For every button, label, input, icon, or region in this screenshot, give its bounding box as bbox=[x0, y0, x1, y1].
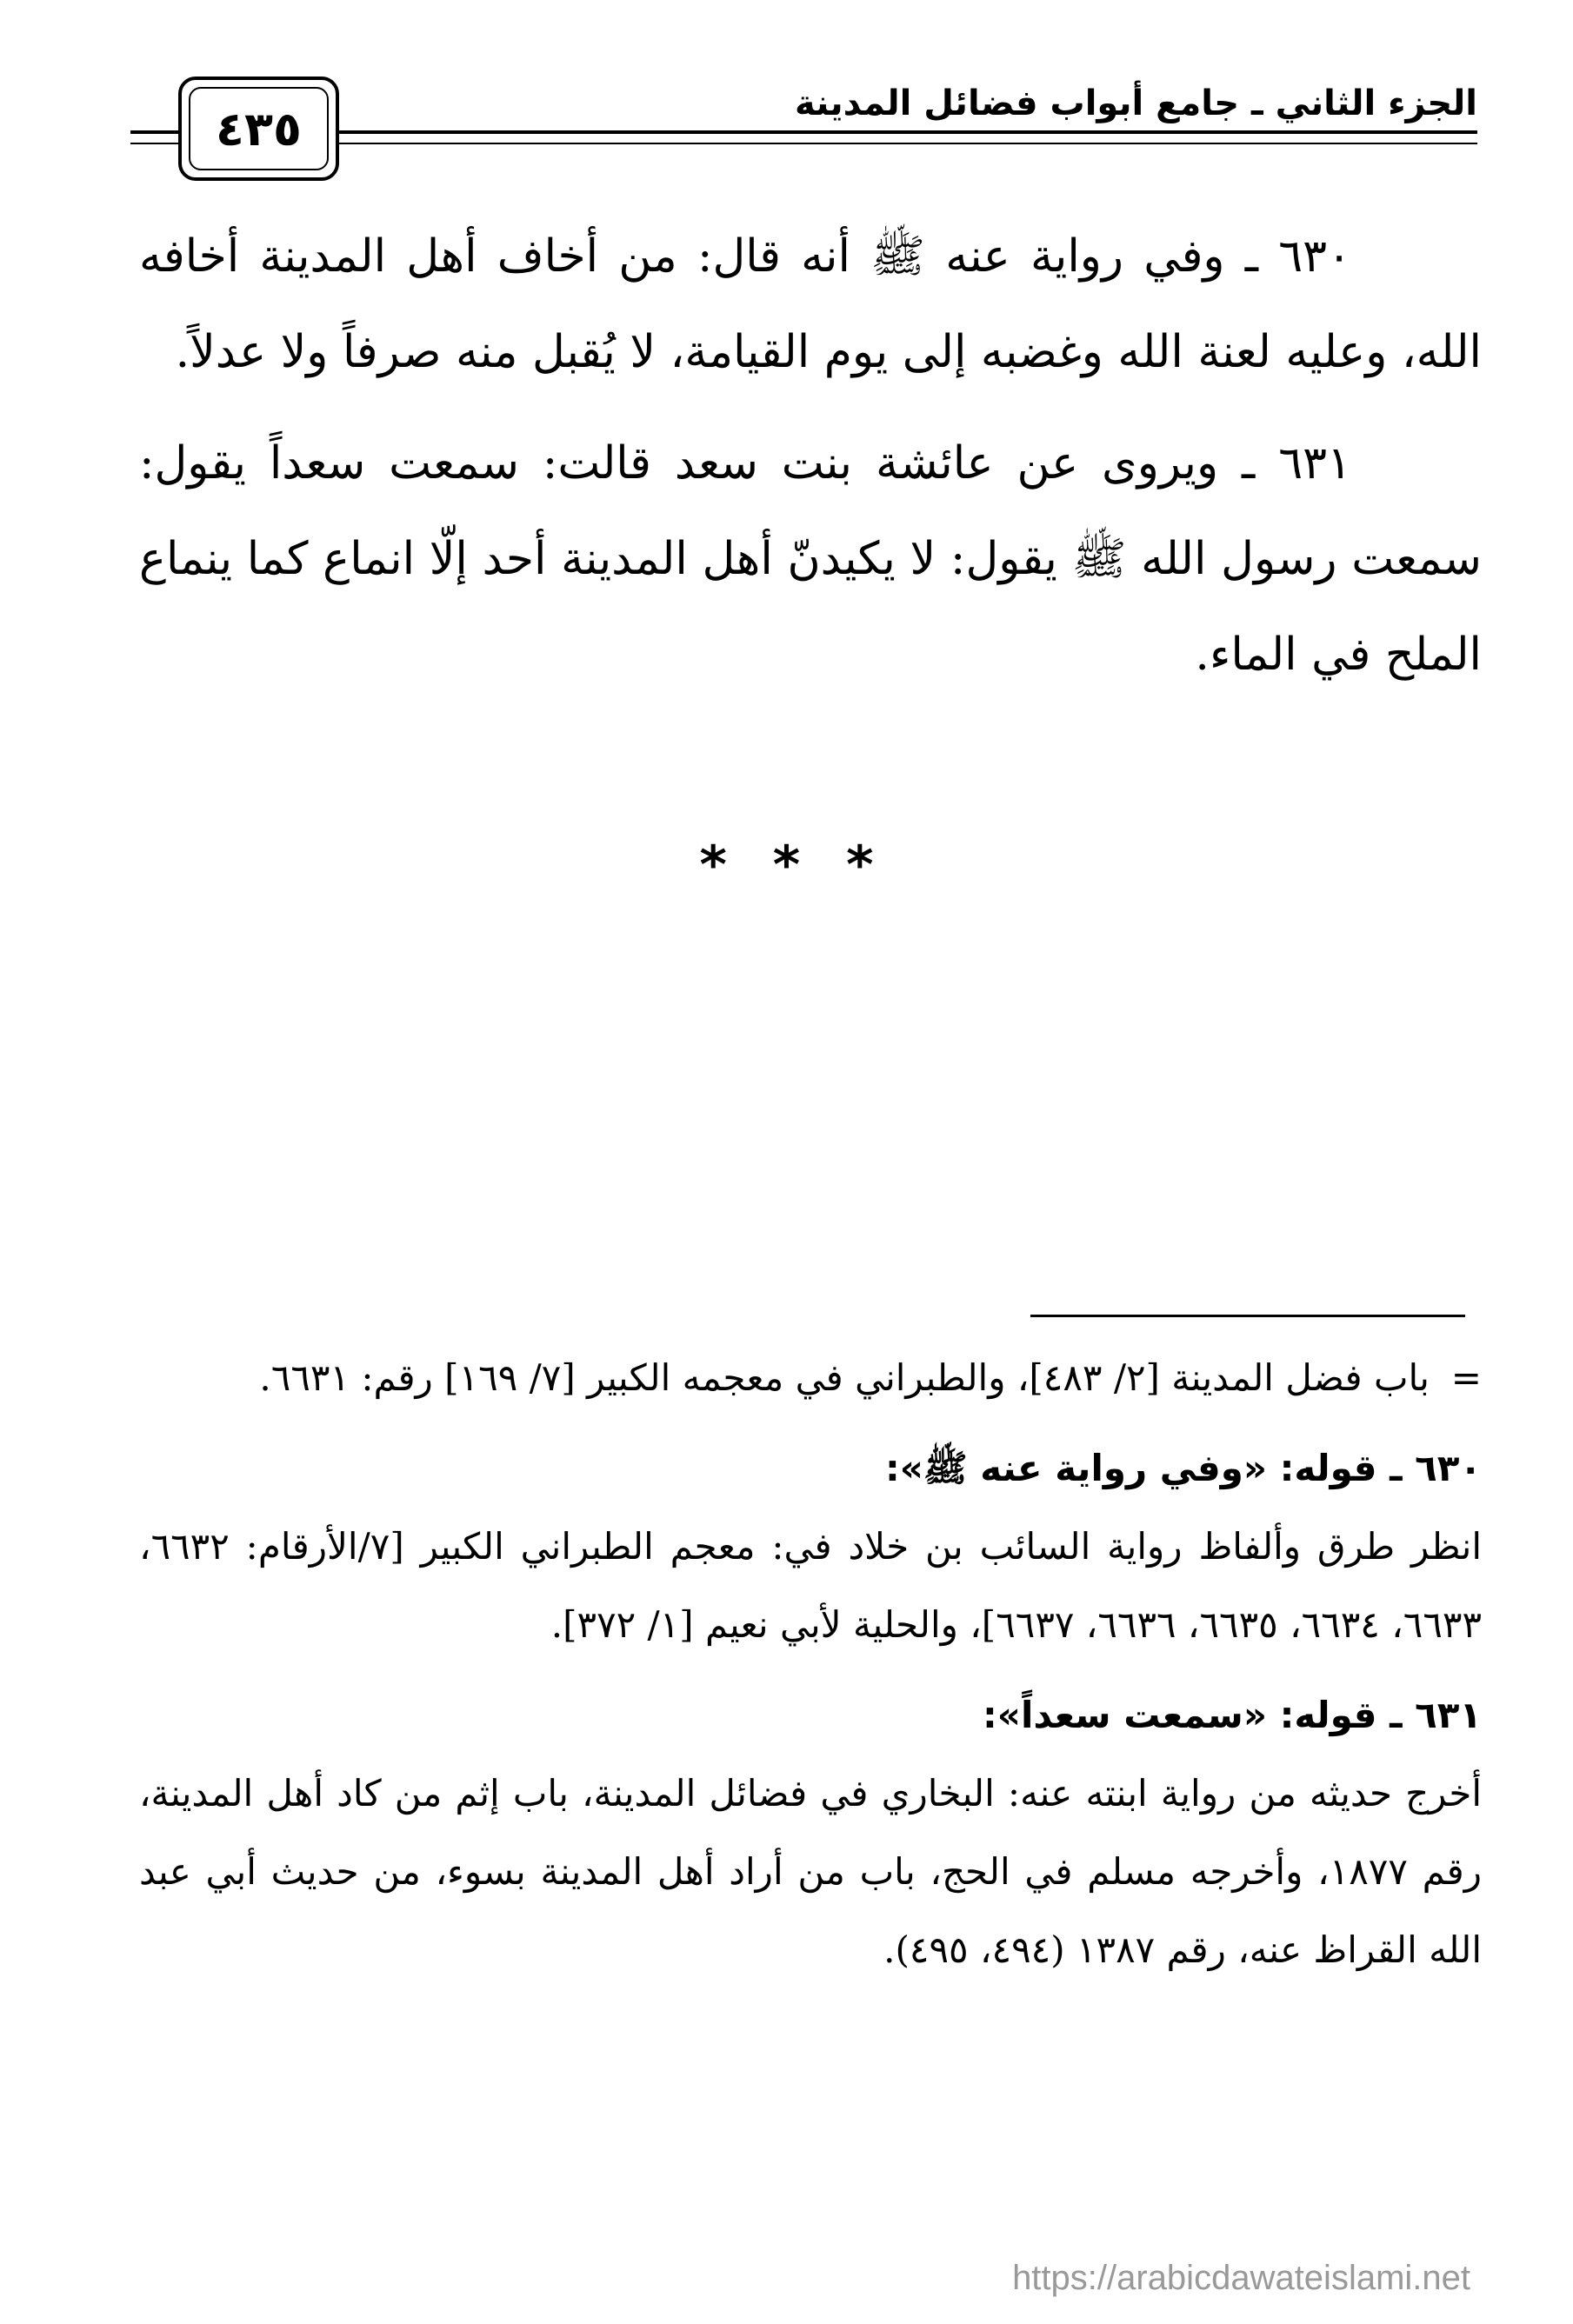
continuation-mark: = bbox=[1450, 1356, 1482, 1399]
main-text bbox=[139, 209, 1482, 718]
paragraph-630: ٦٣٠ ـ وفي رواية عنه ﷺ أنه قال: من أخاف أهل المدينة أخافه الله، وعليه لعنة الله وغضبه إلى يوم القيامة، لا يُقبل منه صرفاً ولا عدلاً. bbox=[139, 230, 1482, 378]
footnote-continuation-text: باب فضل المدينة [٢/ ٤٨٣]، والطبراني في معجمه الكبير [٧/ ١٦٩] رقم: ٦٦٣١. bbox=[259, 1356, 1430, 1399]
footnote-630-body: انظر طرق وألفاظ رواية السائب بن خلاد في: معجم الطبراني الكبير [٧/الأرقام: ٦٦٣٢، ٦٦٣٣، ٦٦٣٤، ٦٦٣٥، ٦٦٣٦، ٦٦٣٧]، والحلية لأبي نعيم [١/ ٣٧٢]. bbox=[139, 1525, 1482, 1646]
running-title: الجزء الثاني ـ جامع أبواب فضائل المدينة bbox=[795, 83, 1477, 123]
footnote-separator-rule bbox=[1030, 1315, 1465, 1317]
footnote-630-heading: ٦٣٠ ـ قوله: «وفي رواية عنه ﷺ»: bbox=[885, 1447, 1482, 1489]
footnote-631-heading: ٦٣١ ـ قوله: «سمعت سعداً»: bbox=[983, 1694, 1482, 1736]
section-separator: * * * bbox=[699, 835, 874, 896]
page-number-frame bbox=[178, 77, 339, 181]
footnotes bbox=[139, 1339, 1482, 1989]
watermark-url: https://arabicdawateislami.net bbox=[1012, 2259, 1470, 2297]
footnote-631-body: أخرج حديثه من رواية ابنته عنه: البخاري في فضائل المدينة، باب إثم من كاد أهل المدينة، رقم ١٨٧٧، وأخرجه مسلم في الحج، باب من أراد أهل المدينة بسوء، من حديث أبي عبد الله القراظ عنه، رقم ١٣٨٧ (٤٩٤، ٤٩٥). bbox=[139, 1772, 1482, 1971]
footnote-continuation bbox=[139, 1339, 1482, 1417]
paragraph-631: ٦٣١ ـ ويروى عن عائشة بنت سعد قالت: سمعت سعداً يقول: سمعت رسول الله ﷺ يقول: لا يكيدنّ أهل المدينة أحد إلّا انماع كما ينماع الملح في الماء. bbox=[139, 437, 1482, 681]
page-number: ٤٣٥ bbox=[189, 87, 329, 170]
